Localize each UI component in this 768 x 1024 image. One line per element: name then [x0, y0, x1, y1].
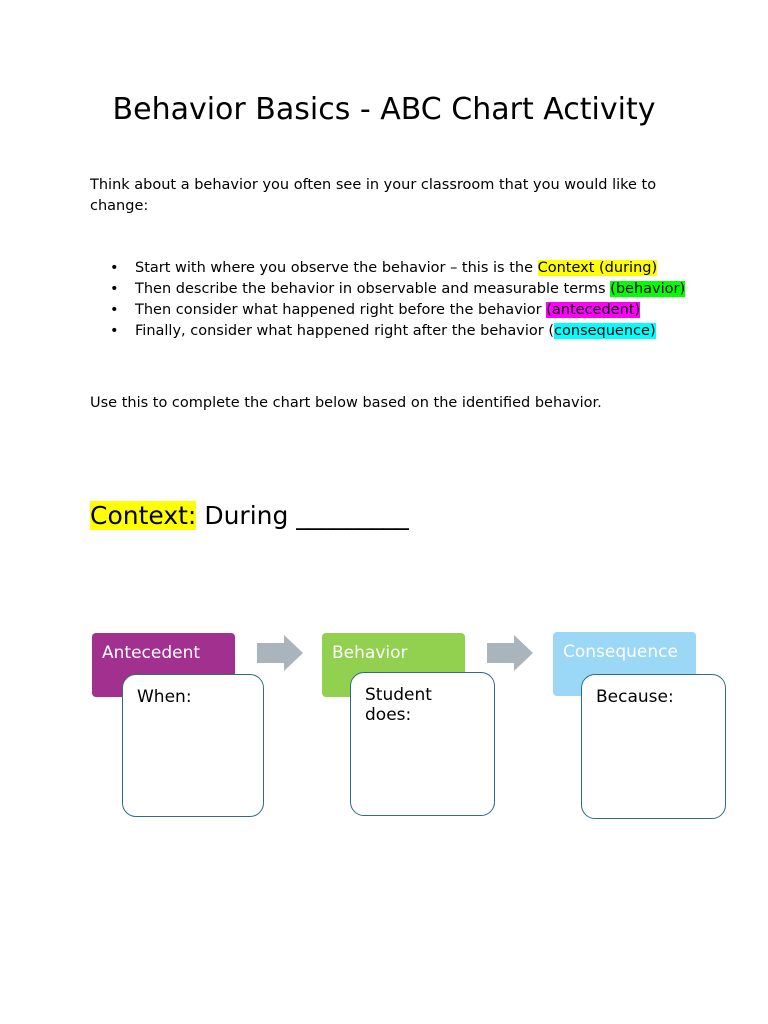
list-item: [90, 321, 690, 342]
antecedent-label-box: Antecedent: [92, 633, 235, 697]
intro-text: Think about a behavior you often see in your classroom that you would like to change:: [90, 177, 657, 214]
bullet-icon: •: [110, 281, 119, 297]
context-blank: During _________: [196, 501, 409, 530]
antecedent-input-box[interactable]: [122, 674, 264, 817]
bullet-icon: •: [110, 323, 119, 339]
instruction-list: [90, 258, 690, 342]
arrow-right-icon: [256, 634, 304, 672]
behavior-label-box: Behavior: [322, 633, 465, 697]
page-title: Behavior Basics - ABC Chart Activity: [112, 92, 656, 127]
behavior-input-box[interactable]: [350, 672, 495, 816]
highlight-context: Context (during): [537, 260, 658, 276]
highlight-behavior: (behavior): [610, 281, 686, 297]
highlight-consequence: consequence): [554, 323, 656, 339]
bullet-text: Then describe the behavior in observable and measurable terms: [135, 281, 611, 297]
behavior-prompt: Student does:: [365, 685, 432, 725]
highlight-antecedent: (antecedent): [546, 302, 641, 318]
antecedent-prompt: When:: [137, 687, 192, 707]
list-item: [90, 300, 690, 321]
consequence-input-box[interactable]: [581, 674, 726, 819]
consequence-prompt: Because:: [596, 687, 674, 707]
arrow-right-icon: [486, 634, 534, 672]
context-label: Context:: [90, 501, 197, 530]
bullet-text: Start with where you observe the behavior – this is the: [135, 260, 538, 276]
consequence-label-box: Consequence: [553, 632, 696, 696]
bullet-text: Finally, consider what happened right after the behavior (: [135, 323, 555, 339]
outro-text: Use this to complete the chart below based on the identified behavior.: [90, 395, 602, 411]
bullet-icon: •: [110, 260, 119, 276]
bullet-icon: •: [110, 302, 119, 318]
context-heading: [90, 500, 409, 532]
list-item: [90, 258, 690, 279]
list-item: [90, 279, 690, 300]
bullet-text: Then consider what happened right before the behavior: [135, 302, 547, 318]
